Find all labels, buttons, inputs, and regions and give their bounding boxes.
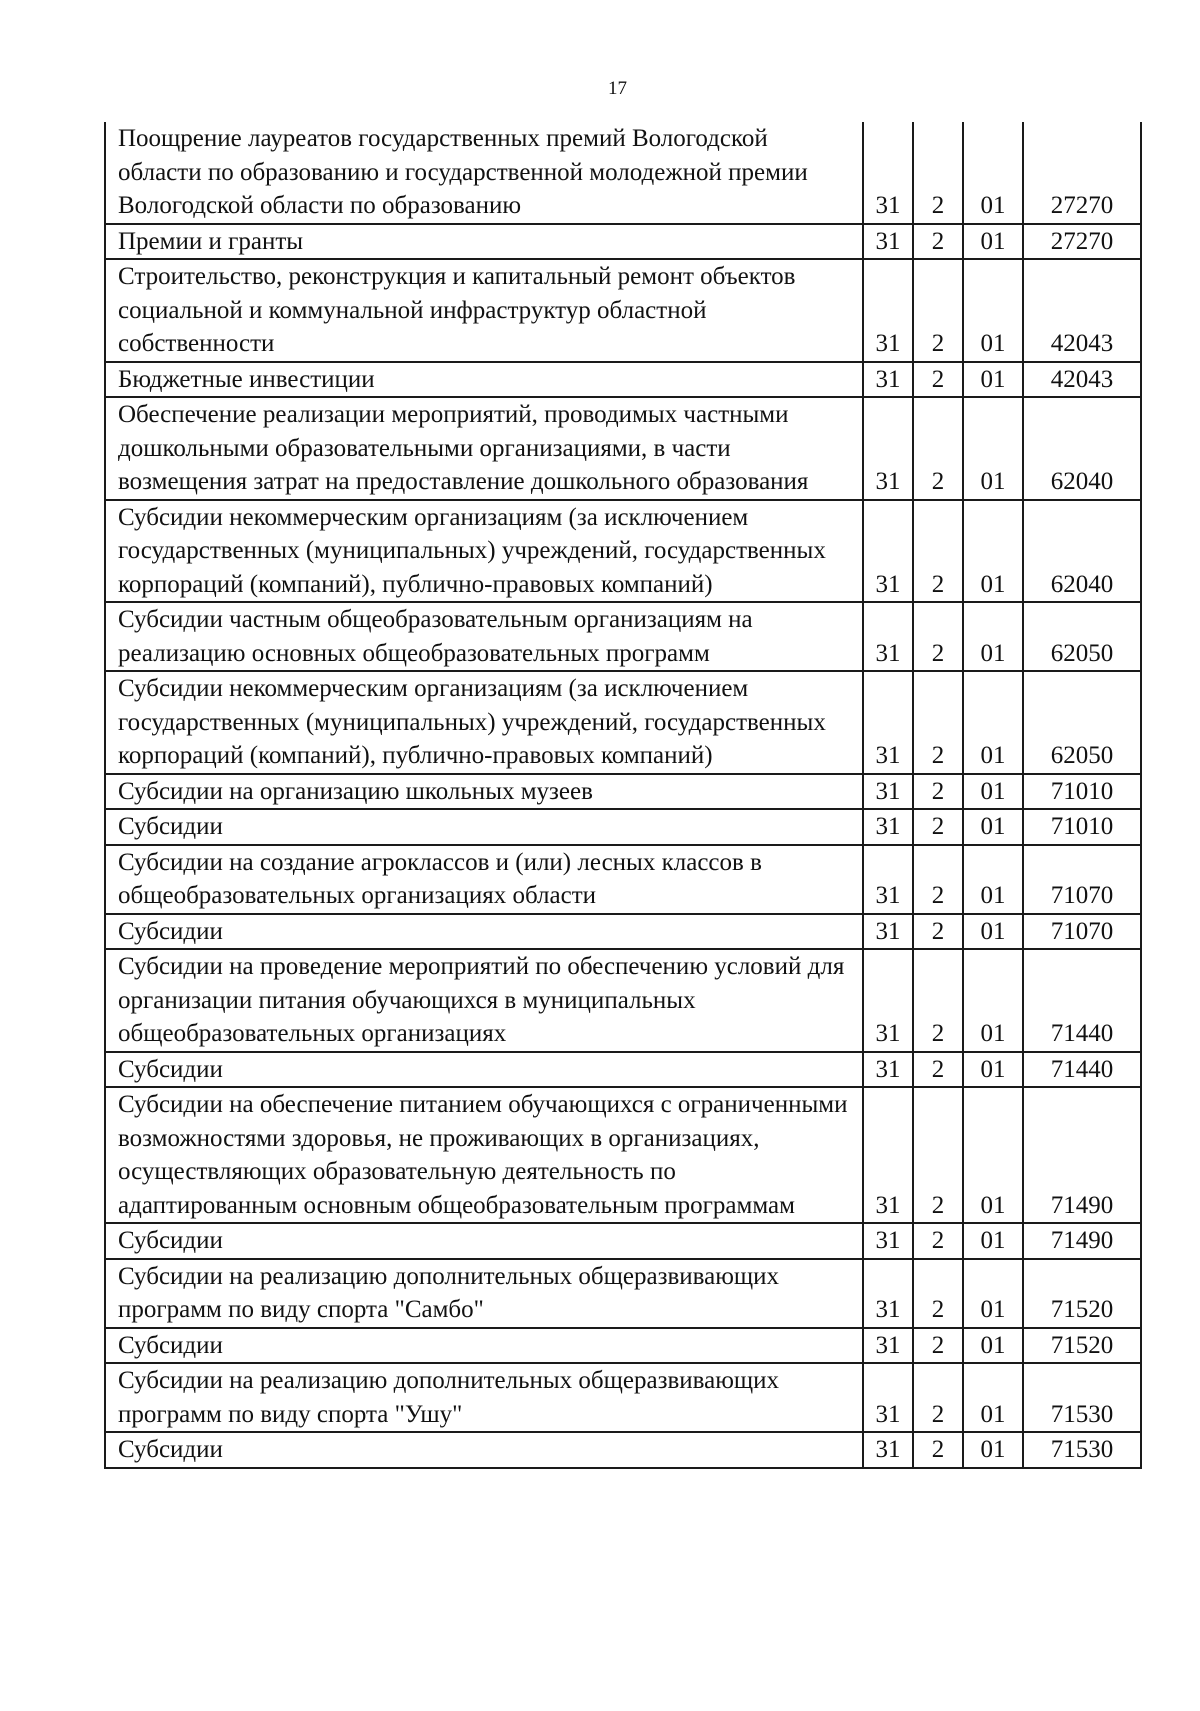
subsection-code-cell: 01 [963, 1087, 1023, 1223]
subsection-code-cell: 01 [963, 224, 1023, 260]
ministry-code-cell: 31 [863, 500, 913, 603]
table-row [105, 259, 1141, 362]
target-code-cell: 71520 [1023, 1259, 1141, 1328]
table-row [105, 1432, 1141, 1468]
target-code-cell: 71070 [1023, 845, 1141, 914]
table-row [105, 774, 1141, 810]
ministry-code-cell: 31 [863, 224, 913, 260]
ministry-code-cell: 31 [863, 397, 913, 500]
ministry-code-cell: 31 [863, 362, 913, 398]
row-name-cell: Субсидии на организацию школьных музеев [105, 774, 863, 810]
target-code-cell: 71010 [1023, 809, 1141, 845]
section-code-cell: 2 [913, 1259, 963, 1328]
row-name-cell: Премии и гранты [105, 224, 863, 260]
row-name-cell: Субсидии [105, 1432, 863, 1468]
row-name-cell: Субсидии на реализацию дополнительных общеразвивающих программ по виду спорта "Самбо" [105, 1259, 863, 1328]
ministry-code-cell: 31 [863, 949, 913, 1052]
table-row [105, 914, 1141, 950]
ministry-code-cell: 31 [863, 1432, 913, 1468]
subsection-code-cell: 01 [963, 602, 1023, 671]
table-row [105, 397, 1141, 500]
section-code-cell: 2 [913, 362, 963, 398]
ministry-code-cell: 31 [863, 602, 913, 671]
target-code-cell: 42043 [1023, 362, 1141, 398]
section-code-cell: 2 [913, 397, 963, 500]
subsection-code-cell: 01 [963, 774, 1023, 810]
row-name-cell: Субсидии [105, 914, 863, 950]
target-code-cell: 42043 [1023, 259, 1141, 362]
subsection-code-cell: 01 [963, 1328, 1023, 1364]
table-row [105, 1363, 1141, 1432]
section-code-cell: 2 [913, 1328, 963, 1364]
subsection-code-cell: 01 [963, 949, 1023, 1052]
row-name-cell: Субсидии на создание агроклассов и (или) лесных классов в общеобразовательных организациях области [105, 845, 863, 914]
table-row [105, 224, 1141, 260]
page-number: 17 [608, 78, 627, 99]
target-code-cell: 27270 [1023, 122, 1141, 224]
target-code-cell: 71440 [1023, 1052, 1141, 1088]
subsection-code-cell: 01 [963, 671, 1023, 774]
ministry-code-cell: 31 [863, 122, 913, 224]
row-name-cell: Субсидии на проведение мероприятий по обеспечению условий для организации питания обучающихся в муниципальных общеобразовательных организациях [105, 949, 863, 1052]
section-code-cell: 2 [913, 122, 963, 224]
row-name-cell: Субсидии [105, 1328, 863, 1364]
table-row [105, 671, 1141, 774]
table-body [105, 122, 1141, 1468]
target-code-cell: 71490 [1023, 1223, 1141, 1259]
section-code-cell: 2 [913, 602, 963, 671]
target-code-cell: 62040 [1023, 500, 1141, 603]
target-code-cell: 71010 [1023, 774, 1141, 810]
ministry-code-cell: 31 [863, 845, 913, 914]
subsection-code-cell: 01 [963, 122, 1023, 224]
table-row [105, 602, 1141, 671]
subsection-code-cell: 01 [963, 1223, 1023, 1259]
section-code-cell: 2 [913, 259, 963, 362]
subsection-code-cell: 01 [963, 1432, 1023, 1468]
ministry-code-cell: 31 [863, 671, 913, 774]
row-name-cell: Субсидии частным общеобразовательным организациям на реализацию основных общеобразовательных программ [105, 602, 863, 671]
row-name-cell: Субсидии [105, 809, 863, 845]
ministry-code-cell: 31 [863, 914, 913, 950]
ministry-code-cell: 31 [863, 259, 913, 362]
ministry-code-cell: 31 [863, 1259, 913, 1328]
section-code-cell: 2 [913, 1363, 963, 1432]
row-name-cell: Субсидии на обеспечение питанием обучающихся с ограниченными возможностями здоровья, не проживающих в организациях, осуществляющих образовательную деятельность по адаптированным основным общеобразовательным программам [105, 1087, 863, 1223]
table-row [105, 949, 1141, 1052]
row-name-cell: Субсидии некоммерческим организациям (за исключением государственных (муниципальных) учреждений, государственных корпораций (компаний), публично-правовых компаний) [105, 500, 863, 603]
target-code-cell: 62050 [1023, 671, 1141, 774]
target-code-cell: 71530 [1023, 1432, 1141, 1468]
section-code-cell: 2 [913, 949, 963, 1052]
table-row [105, 1259, 1141, 1328]
section-code-cell: 2 [913, 914, 963, 950]
row-name-cell: Субсидии некоммерческим организациям (за исключением государственных (муниципальных) учреждений, государственных корпораций (компаний), публично-правовых компаний) [105, 671, 863, 774]
section-code-cell: 2 [913, 1087, 963, 1223]
target-code-cell: 71530 [1023, 1363, 1141, 1432]
budget-classification-table [104, 122, 1142, 1469]
table-row [105, 122, 1141, 224]
target-code-cell: 62050 [1023, 602, 1141, 671]
section-code-cell: 2 [913, 1052, 963, 1088]
table-row [105, 1223, 1141, 1259]
row-name-cell: Поощрение лауреатов государственных премий Вологодской области по образованию и государственной молодежной премии Вологодской области по образованию [105, 122, 863, 224]
subsection-code-cell: 01 [963, 397, 1023, 500]
ministry-code-cell: 31 [863, 1087, 913, 1223]
target-code-cell: 62040 [1023, 397, 1141, 500]
ministry-code-cell: 31 [863, 1223, 913, 1259]
section-code-cell: 2 [913, 224, 963, 260]
section-code-cell: 2 [913, 671, 963, 774]
row-name-cell: Субсидии [105, 1223, 863, 1259]
table-row [105, 500, 1141, 603]
ministry-code-cell: 31 [863, 1052, 913, 1088]
subsection-code-cell: 01 [963, 1052, 1023, 1088]
ministry-code-cell: 31 [863, 774, 913, 810]
section-code-cell: 2 [913, 1223, 963, 1259]
row-name-cell: Субсидии на реализацию дополнительных общеразвивающих программ по виду спорта "Ушу" [105, 1363, 863, 1432]
subsection-code-cell: 01 [963, 845, 1023, 914]
target-code-cell: 71520 [1023, 1328, 1141, 1364]
row-name-cell: Обеспечение реализации мероприятий, проводимых частными дошкольными образовательными организациями, в части возмещения затрат на предоставление дошкольного образования [105, 397, 863, 500]
table-row [105, 1052, 1141, 1088]
ministry-code-cell: 31 [863, 809, 913, 845]
table-row [105, 845, 1141, 914]
section-code-cell: 2 [913, 845, 963, 914]
table-row [105, 362, 1141, 398]
subsection-code-cell: 01 [963, 362, 1023, 398]
table-row [105, 1328, 1141, 1364]
table-row [105, 809, 1141, 845]
subsection-code-cell: 01 [963, 914, 1023, 950]
section-code-cell: 2 [913, 774, 963, 810]
target-code-cell: 71490 [1023, 1087, 1141, 1223]
section-code-cell: 2 [913, 500, 963, 603]
subsection-code-cell: 01 [963, 500, 1023, 603]
subsection-code-cell: 01 [963, 1363, 1023, 1432]
table-row [105, 1087, 1141, 1223]
subsection-code-cell: 01 [963, 809, 1023, 845]
row-name-cell: Субсидии [105, 1052, 863, 1088]
subsection-code-cell: 01 [963, 259, 1023, 362]
ministry-code-cell: 31 [863, 1328, 913, 1364]
ministry-code-cell: 31 [863, 1363, 913, 1432]
target-code-cell: 71070 [1023, 914, 1141, 950]
row-name-cell: Бюджетные инвестиции [105, 362, 863, 398]
section-code-cell: 2 [913, 1432, 963, 1468]
row-name-cell: Строительство, реконструкция и капитальный ремонт объектов социальной и коммунальной инфраструктур областной собственности [105, 259, 863, 362]
subsection-code-cell: 01 [963, 1259, 1023, 1328]
target-code-cell: 71440 [1023, 949, 1141, 1052]
target-code-cell: 27270 [1023, 224, 1141, 260]
section-code-cell: 2 [913, 809, 963, 845]
